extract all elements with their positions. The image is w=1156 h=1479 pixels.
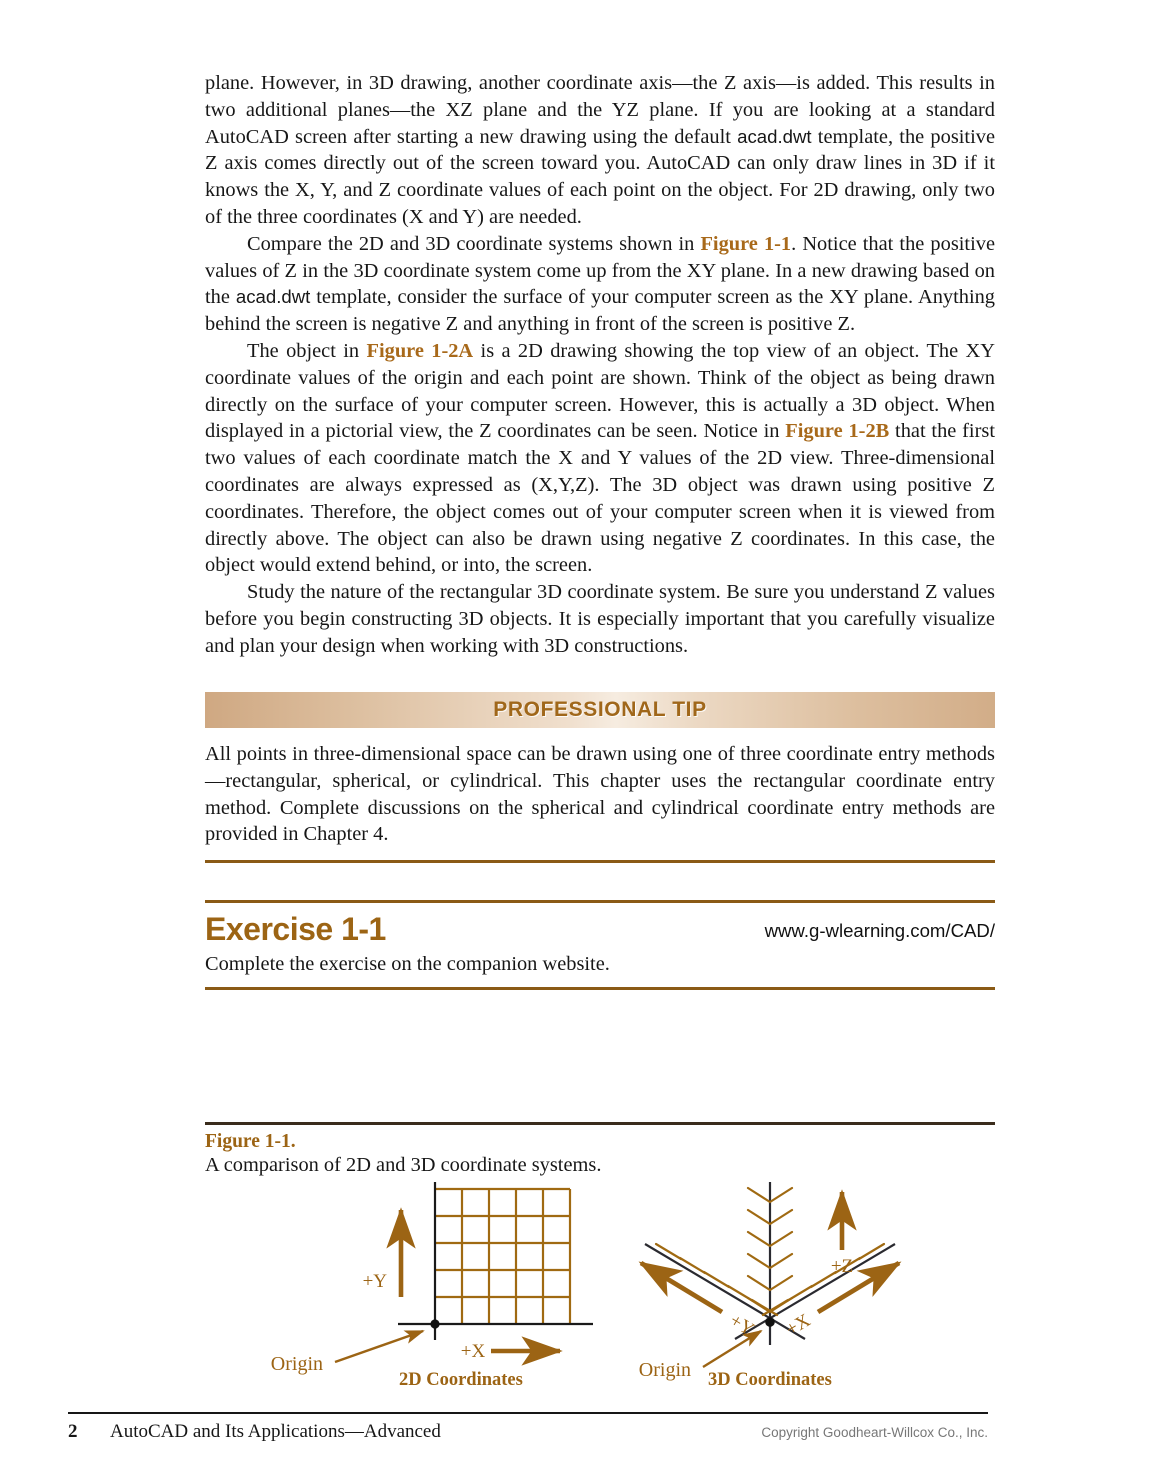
- page-footer: [68, 1412, 988, 1443]
- body-paragraph: Study the nature of the rectangular 3D coordinate system. Be sure you understand Z values before you begin constructing 3D objects. It is especially important that you carefully visualize and plan your design when working with 3D constructions.: [205, 581, 995, 657]
- axis-x-label-2d: +X: [460, 1341, 486, 1362]
- professional-tip-bottom-rule: [205, 860, 995, 863]
- template-filename: acad.dwt: [737, 125, 812, 147]
- exercise-bottom-rule: [205, 987, 995, 990]
- footer-row: [68, 1414, 988, 1443]
- axis-y-arrow-3d: [641, 1263, 722, 1312]
- origin-label-2d: Origin: [270, 1353, 323, 1375]
- figure-reference[interactable]: Figure 1-2B: [785, 420, 890, 443]
- axis-z-label-3d: +Z: [830, 1256, 854, 1277]
- origin-label-3d: Origin: [638, 1359, 691, 1381]
- diagram-2d-label: 2D Coordinates: [399, 1370, 523, 1390]
- body-paragraph: The object in Figure 1-2A is a 2D drawing showing the top view of an object. The XY coordinate values of the origin and each point are shown. Think of the object as being drawn directly on the surface of your computer screen. However, this is actually a 3D object. When displayed in a pictorial view, the Z coordinates can be seen. Notice in Figure 1-2B that the first two values of each coordinate match the X and Y values of the 2D view. Three-dimensional coordinates are always expressed as (X,Y,Z). The 3D object was drawn using positive Z coordinates. Therefore, the object comes out of your computer screen when it is viewed from directly above. The object can also be drawn using negative Z coordinates. In this case, the object would extend behind, or into, the screen.: [205, 339, 995, 577]
- diagram-2d-coordinates: [271, 1182, 593, 1375]
- axis-x-label-3d: +X: [782, 1309, 815, 1341]
- axis-y-label-2d: +Y: [362, 1271, 387, 1292]
- ticks-x-3d: [763, 1244, 884, 1315]
- origin-leader-2d: [335, 1331, 423, 1362]
- book-title: AutoCAD and Its Applications—Advanced: [110, 1421, 441, 1442]
- body-text-column: [205, 70, 995, 660]
- diagram-3d-coordinates: [639, 1182, 899, 1381]
- axis-y-label-3d: +Y: [725, 1309, 758, 1341]
- grid-2d: [435, 1189, 570, 1324]
- figure-number: Figure 1-1.: [205, 1131, 296, 1152]
- figure-block: [205, 1122, 995, 1417]
- exercise-description: Complete the exercise on the companion website.: [205, 953, 610, 975]
- diagram-3d-label: 3D Coordinates: [708, 1370, 832, 1390]
- origin-point-3d: [765, 1317, 775, 1327]
- exercise-block: [205, 900, 995, 990]
- exercise-website-url[interactable]: www.g-wlearning.com/CAD/: [764, 920, 995, 941]
- origin-leader-3d: [703, 1331, 761, 1367]
- professional-tip-body: All points in three-dimensional space can be drawn using one of three coordinate entry methods—rectangular, spherical, or cylindrical. This chapter uses the rectangular coordinate entry method. Complete discussions on the spherical and cylindrical coordinate entry methods are provided in Chapter 4.: [205, 743, 995, 846]
- body-paragraph: plane. However, in 3D drawing, another coordinate axis—the Z axis—is added. This results in two additional planes—the XZ plane and the YZ plane. If you are looking at a standard AutoCAD screen after starting a new drawing using the default acad.dwt template, the positive Z axis comes directly out of the screen toward you. AutoCAD can only draw lines in 3D if it knows the X, Y, and Z coordinate values of each point on the object. For 2D drawing, only two of the three coordinates (X and Y) are needed.: [205, 72, 995, 228]
- professional-tip-title: PROFESSIONAL TIP: [493, 698, 707, 721]
- paragraph-list: [205, 70, 995, 660]
- figure-reference[interactable]: Figure 1-2A: [366, 339, 474, 362]
- figure-caption: A comparison of 2D and 3D coordinate systems.: [205, 1154, 602, 1176]
- body-paragraph: Compare the 2D and 3D coordinate systems shown in Figure 1-1. Notice that the positive values of Z in the 3D coordinate system come up from the XY plane. In a new drawing based on the acad.dwt template, consider the surface of your computer screen as the XY plane. Anything behind the screen is negative Z and anything in front of the screen is positive Z.: [205, 232, 996, 336]
- page-number: 2: [68, 1421, 78, 1442]
- exercise-header-row: [205, 903, 995, 947]
- copyright-notice: Copyright Goodheart-Willcox Co., Inc.: [761, 1425, 988, 1440]
- origin-point-2d: [430, 1319, 439, 1328]
- professional-tip-header-bar: [205, 692, 995, 728]
- ticks-y-3d: [656, 1244, 777, 1315]
- exercise-title: Exercise 1-1: [205, 911, 386, 947]
- professional-tip-block: [205, 692, 995, 863]
- axes-2d: [398, 1182, 593, 1340]
- template-filename: acad.dwt: [235, 286, 311, 308]
- diagram-caption-row: [205, 1370, 995, 1396]
- figure-reference[interactable]: Figure 1-1: [700, 232, 792, 255]
